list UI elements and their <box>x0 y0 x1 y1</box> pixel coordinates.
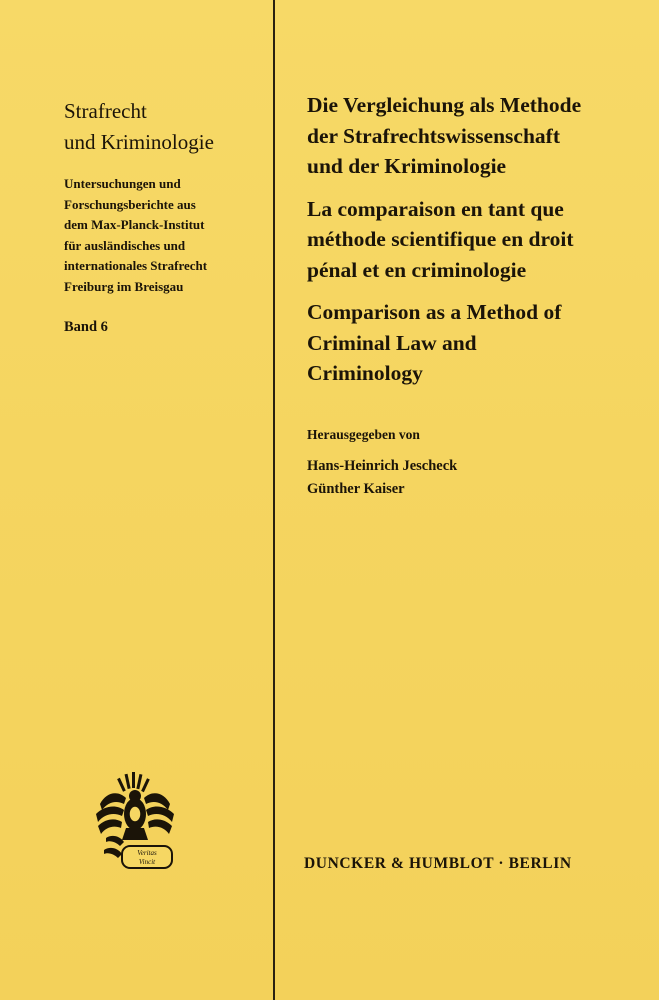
series-desc-line: dem Max-Planck-Institut <box>64 217 205 232</box>
series-title-line-2: und Kriminologie <box>64 130 214 154</box>
title-german-line: der Strafrechtswissenschaft <box>307 123 560 148</box>
title-english-line: Criminal Law and <box>307 330 477 355</box>
editors-label: Herausgegeben von <box>307 426 420 442</box>
title-english-line: Comparison as a Method of <box>307 300 562 324</box>
title-french-line: méthode scientifique en droit <box>307 227 574 251</box>
series-desc-line: für ausländisches und <box>64 237 186 253</box>
editors-list <box>307 455 647 501</box>
title-german-line: und der Kriminologie <box>307 154 507 178</box>
series-desc-line: Untersuchungen und <box>64 176 181 191</box>
title-french-line: pénal et en criminologie <box>307 257 527 282</box>
title-french <box>307 194 647 286</box>
series-description <box>64 174 264 297</box>
publisher-imprint: DUNCKER & HUMBLOT · BERLIN <box>304 855 572 872</box>
title-german <box>307 90 647 182</box>
emblem-motto-line-1: Veritas <box>137 849 157 857</box>
volume-number: Band 6 <box>64 319 108 335</box>
title-french-line: La comparaison en tant que <box>307 196 564 221</box>
title-english-line: Criminology <box>307 361 423 385</box>
emblem-motto-line-2: Vincit <box>138 858 156 866</box>
title-column <box>307 90 647 501</box>
series-title <box>64 96 264 158</box>
eagle-emblem-icon <box>92 770 178 875</box>
title-english <box>307 297 647 389</box>
series-desc-line: internationales Strafrecht <box>64 258 208 273</box>
editor-name: Günther Kaiser <box>307 480 405 497</box>
vertical-divider <box>273 0 275 1000</box>
series-column <box>64 96 264 336</box>
title-german-line: Die Vergleichung als Methode <box>307 93 582 117</box>
series-desc-line: Forschungsberichte aus <box>64 196 196 212</box>
editor-name: Hans-Heinrich Jescheck <box>307 457 458 474</box>
series-title-line-1: Strafrecht <box>64 99 147 123</box>
series-desc-line: Freiburg im Breisgau <box>64 278 184 294</box>
